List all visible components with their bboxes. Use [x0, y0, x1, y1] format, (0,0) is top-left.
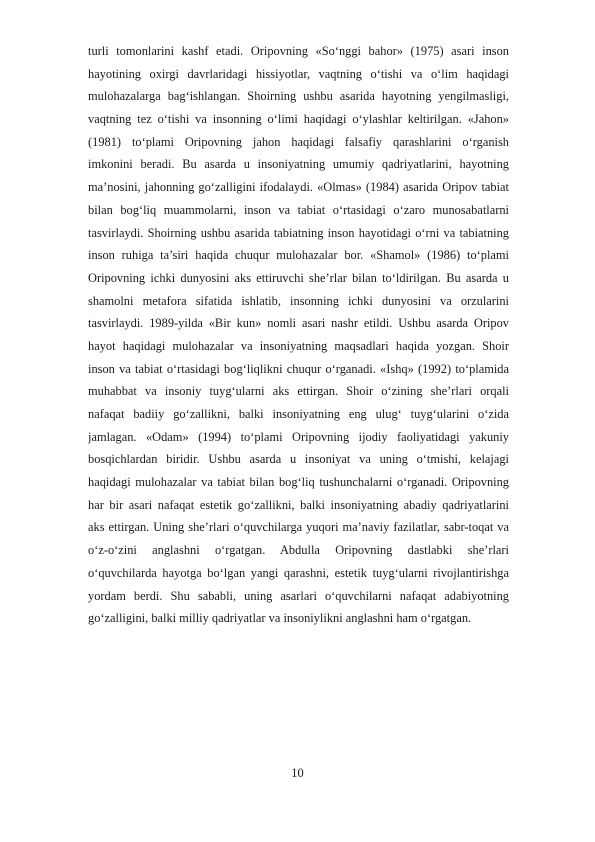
- text-line: inson va tabiat o‘rtasidagi bog‘liqlikni chuqur o‘rganadi. «Ishq» (1992) to‘plamida: [88, 361, 509, 376]
- text-line: muhabbat va insoniy tuyg‘ularni aks ettirgan. Shoir o‘zining she’rlari orqali: [88, 384, 509, 399]
- text-line: ma’nosini, jahonning go‘zalligini ifodalaydi. «Olmas» (1984) asarida Oripov tabiat: [88, 180, 509, 195]
- text-line: haqidagi mulohazalar va tabiat bilan bog‘liq tushunchalarni o‘rganadi. Oripovning: [88, 475, 509, 490]
- text-line: yordam berdi. Shu sababli, uning asarlari o‘quvchilarni nafaqat adabiyotning: [88, 588, 509, 603]
- text-line: shamolni metafora sifatida ishlatib, insonning ichki dunyosini va orzularini: [88, 293, 509, 308]
- text-line: har bir asari nafaqat estetik go‘zallikni, balki insoniyatning abadiy qadriyatlarini: [88, 497, 509, 512]
- text-line: hayot haqidagi mulohazalar va insoniyatning maqsadlari haqida yozgan. Shoir: [88, 338, 509, 353]
- document-body: [88, 40, 509, 630]
- text-line: (1981) to‘plami Oripovning jahon haqidagi falsafiy qarashlarini o‘rganish: [88, 134, 509, 149]
- text-line-last: go‘zalligini, balki milliy qadriyatlar va insoniylikni anglashni ham o‘rgatgan.: [88, 611, 472, 626]
- text-line: tasvirlaydi. Shoirning ushbu asarida tabiatning inson hayotidagi o‘rni va tabiatning: [88, 225, 509, 240]
- text-line: aks ettirgan. Uning she’rlari o‘quvchilarga yuqori ma’naviy fazilatlar, sabr-toqat va: [88, 520, 509, 535]
- text-line: imkonini beradi. Bu asarda u insoniyatning umumiy qadriyatlarini, hayotning: [88, 157, 509, 172]
- text-line: bosqichlardan biridir. Ushbu asarda u insoniyat va uning o‘tmishi, kelajagi: [88, 452, 509, 467]
- text-line: hayotining oxirgi davrlaridagi hissiyotlar, vaqtning o‘tishi va o‘lim haqidagi: [88, 66, 509, 81]
- text-line: o‘quvchilarda hayotga bo‘lgan yangi qarashni, estetik tuyg‘ularni rivojlantirishga: [88, 565, 509, 580]
- page-number: 10: [291, 766, 304, 780]
- text-line: turli tomonlarini kashf etadi. Oripovning «So‘nggi bahor» (1975) asari inson: [88, 44, 509, 58]
- text-line: bilan bog‘liq muammolarni, inson va tabiat o‘rtasidagi o‘zaro munosabatlarni: [88, 202, 509, 217]
- text-line: nafaqat badiiy go‘zallikni, balki insoniyatning eng ulug‘ tuyg‘ularini o‘zida: [88, 407, 509, 421]
- text-line: Oripovning ichki dunyosini aks ettiruvchi she’rlar bilan to‘ldirilgan. Bu asarda u: [88, 270, 509, 285]
- text-line: mulohazalarga bag‘ishlangan. Shoirning ushbu asarida hayotning yengilmasligi,: [88, 89, 509, 104]
- text-line: o‘z-o‘zini anglashni o‘rgatgan. Abdulla Oripovning dastlabki she’rlari: [88, 543, 509, 558]
- text-line: inson ruhiga ta’siri haqida chuqur mulohazalar bor. «Shamol» (1986) to‘plami: [88, 248, 509, 263]
- text-line: tasvirlaydi. 1989-yilda «Bir kun» nomli asari nashr etildi. Ushbu asarda Oripov: [88, 316, 509, 331]
- text-line: vaqtning tez o‘tishi va insonning o‘limi haqidagi o‘ylashlar keltirilgan. «Jahon»: [88, 112, 509, 127]
- text-line: jamlagan. «Odam» (1994) to‘plami Oripovning ijodiy faoliyatidagi yakuniy: [88, 429, 509, 444]
